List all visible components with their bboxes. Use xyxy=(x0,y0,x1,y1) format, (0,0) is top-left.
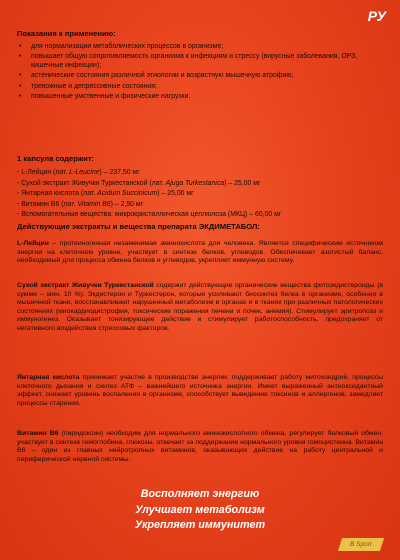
slogan: Восполняет энергию xyxy=(140,488,260,500)
usage-item: • повышенные умственные и физические нагрузки. xyxy=(17,92,387,101)
usage-item: • астенические состояния различной этиологии и возрастную мышечную атрофию; xyxy=(17,71,387,80)
slogan: Улучшает метаболизм xyxy=(135,503,265,516)
ingredient-paragraph-leucine: L-Лейцин – протеиногенная незаменимая аминокислота для человека. Является специфическим источником энергии на клеточном уровне, участвует в синтезе белков, углеводов. Обеспечивает азотистый баланс, необходимый для процесса обмена белков и углеводов, укрепляет иммунную систему. xyxy=(17,240,383,265)
slogans xyxy=(0,487,400,534)
usage-item: • повышает общую сопротивляемость организма к инфекциям и стрессу (вирусные заболевания, ОРЗ, кишечные инфекции); xyxy=(17,52,387,70)
usage-list xyxy=(17,42,387,102)
composition-item: - Витамин В6 (лат. Vitamin B6) – 2,50 мг xyxy=(17,200,144,208)
composition-item: - Сухой экстракт Живучки Туркестанской (лат. Ajuga Turkestanica) – 25,00 мг xyxy=(17,179,261,187)
composition-list xyxy=(17,168,387,221)
composition-item: - Янтарная кислота (лат. Acidum Succinicum) – 25,00 мг xyxy=(17,190,194,198)
brand-logo: B Sport xyxy=(338,538,384,551)
ingredient-paragraph-ajuga: Сухой экстракт Живучки Туркестанской содержит действующие органические вещества фитоэкдистероиды (в сумме – мин. 10 %): Экдистерон и Туркестерон, которые усиливают биосинтез белка в организме, особенно в мышечной ткани, восстанавливают нарушенный метаболизм в органах и в тканях при различных патологических состояниях (миокардиодистрофия, токсические поражения печени и почек, анемия). Стимулирует эритропоэз и иммуногенез. Оказывает тонизирующее действие и стимулирует работоспособность, предохраняет от негативного воздействия стрессовых факторов. xyxy=(17,282,383,332)
composition-item: - L-Лейцин (лат. L-Leucine) – 237,50 мг xyxy=(17,169,140,176)
composition-item: - Вспомогательные вещества: микрокристаллическая целлюлоза (МКЦ) – 60,00 мг xyxy=(17,211,282,219)
usage-item: • для нормализации метаболических процессов в организме; xyxy=(17,42,387,51)
ingredient-paragraph-vitamin-b6: Витамин В6 (пиридоксин) необходим для нормального аминокислотного обмена, регулирует белковый обмен, участвует в синтезе гемоглобина, глюкозы, отвечает за поддержание нормального уровня гомоцистеина. Витамин В6 – один из главных нейротропных витаминов, оказывающих действие на работу центральной и периферической нервной системы. xyxy=(17,430,383,463)
ingredient-paragraph-succinic-acid: Янтарная кислота принимает участие в производстве энергии: поддерживает работу митохондрий, процессы клеточного дыхания и синтез АТФ – важнейшего источника энергии. Имеет выраженный антиоксидантный эффект, снижает уровень воспаления в организме, способствует выведению токсинов и аллергенов, замедляет процессы старения. xyxy=(17,374,383,407)
usage-heading: Показания к применению: xyxy=(17,29,116,38)
capsule-heading: 1 капсула содержит: xyxy=(17,154,95,163)
active-ingredients-heading: Действующие экстракты и вещества препарата ЭКДИМЕТАБОЛ: xyxy=(17,222,260,231)
language-badge: РУ xyxy=(367,8,386,24)
slogan: Укрепляет иммунитет xyxy=(134,519,266,531)
usage-item: • тревожные и депрессивные состояния; xyxy=(17,82,387,91)
